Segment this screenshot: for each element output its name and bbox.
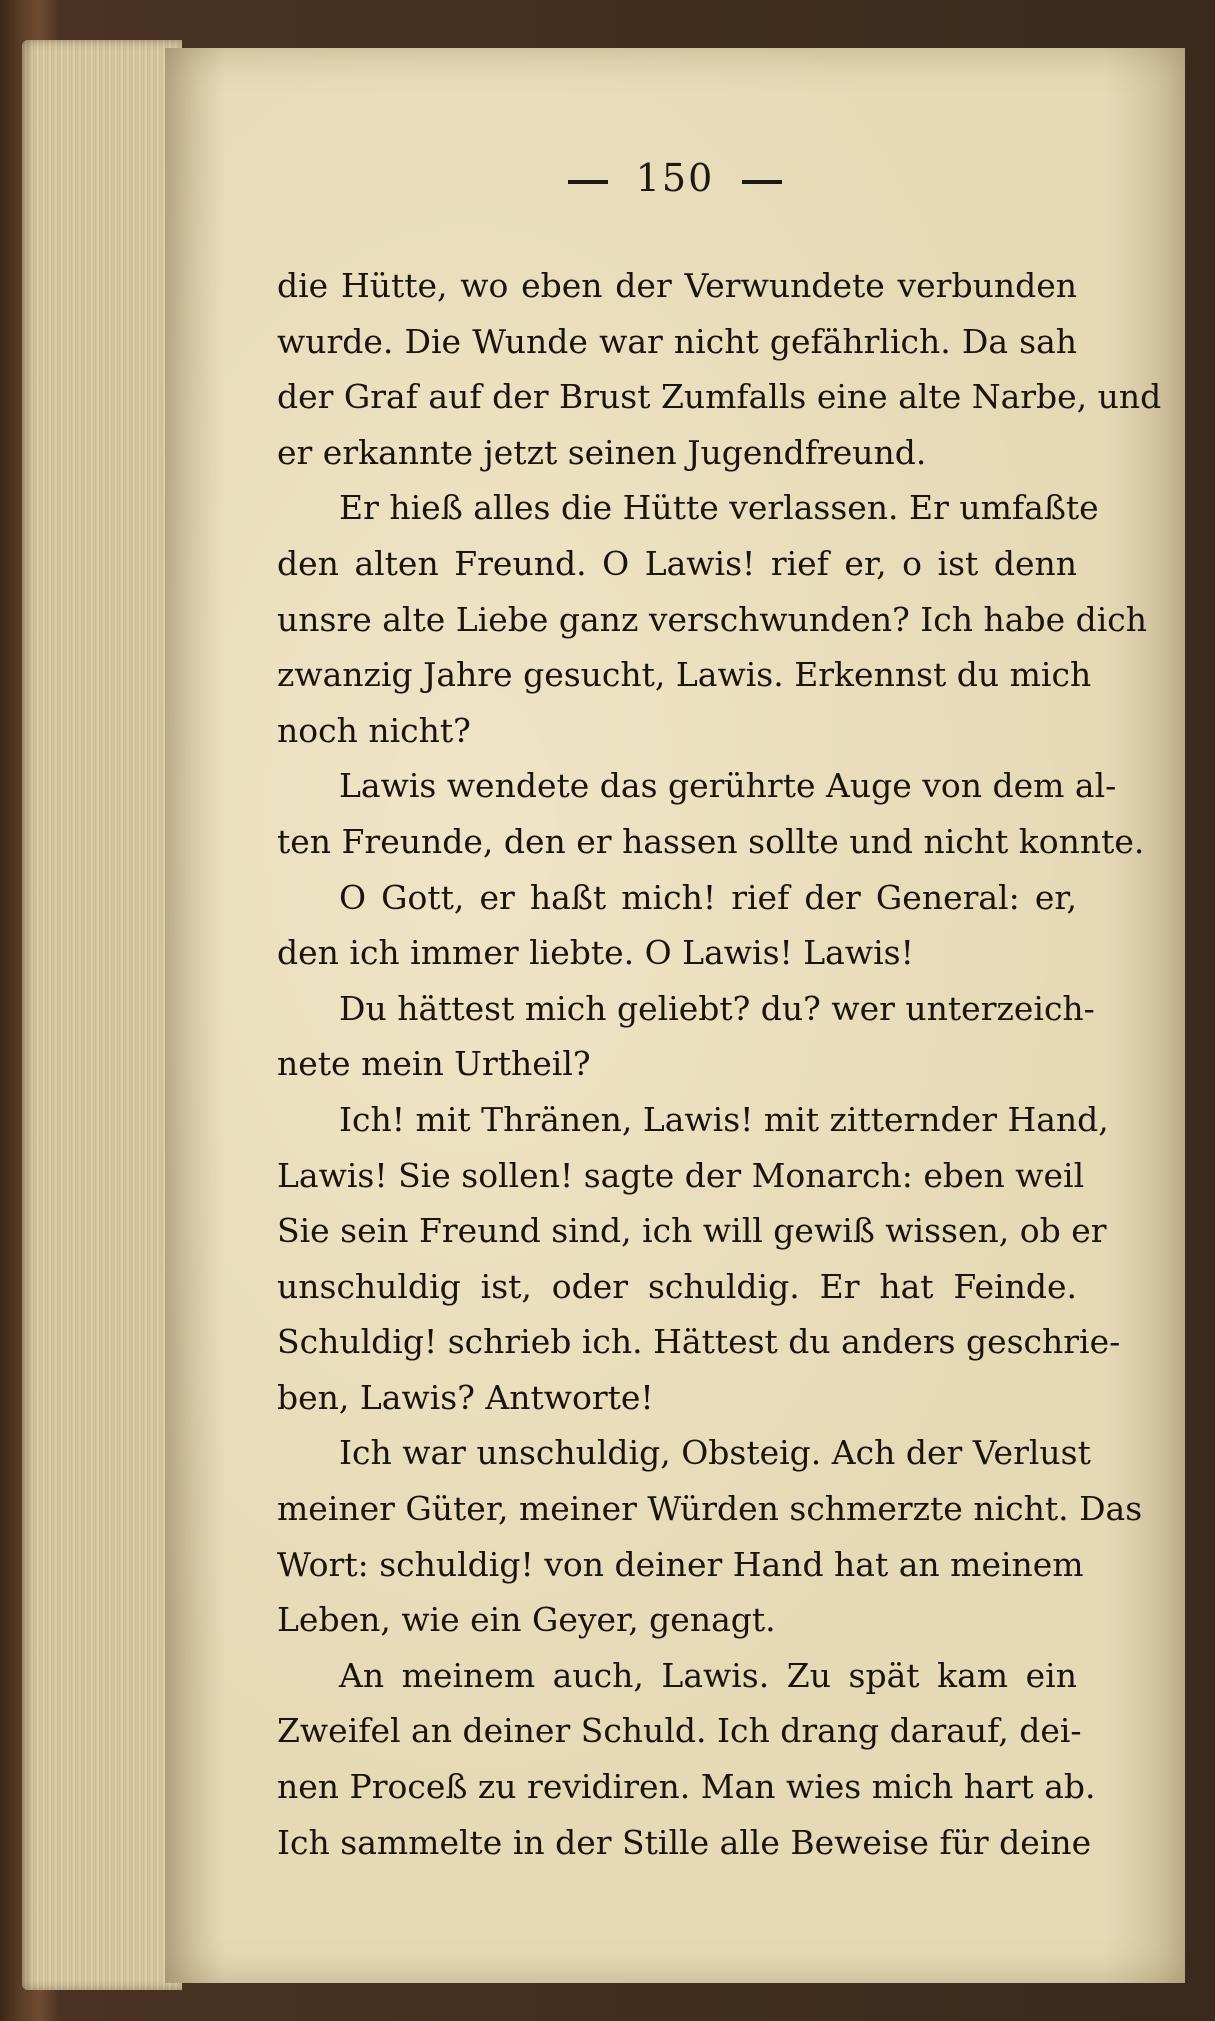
text-line: noch nicht?	[277, 710, 471, 750]
text-line: Lawis wendete das gerührte Auge von dem al-	[339, 766, 1117, 806]
text-line: den alten Freund. O Lawis! rief er, o ist denn	[277, 543, 1077, 583]
text-line: unschuldig ist, oder schuldig. Er hat Feinde.	[277, 1266, 1077, 1306]
text-line: Ich war unschuldig, Obsteig. Ach der Verlust	[339, 1433, 1091, 1473]
text-line: ten Freunde, den er hassen sollte und nicht konnte.	[277, 821, 1145, 861]
body-text	[277, 258, 1162, 1870]
text-line: Du hättest mich geliebt? du? wer unterzeich-	[339, 988, 1095, 1028]
page-edges	[22, 40, 182, 1990]
header-dash-right	[742, 180, 782, 184]
text-line: Schuldig! schrieb ich. Hättest du anders geschrie-	[277, 1322, 1121, 1362]
text-line: Wort: schuldig! von deiner Hand hat an meinem	[277, 1544, 1084, 1584]
text-line: die Hütte, wo eben der Verwundete verbunden	[277, 266, 1077, 305]
text-line: er erkannte jetzt seinen Jugendfreund.	[277, 432, 927, 472]
header-dash-left	[568, 180, 608, 184]
text-line: An meinem auch, Lawis. Zu spät kam ein	[339, 1655, 1077, 1695]
text-line: meiner Güter, meiner Würden schmerzte nicht. Das	[277, 1489, 1143, 1529]
text-line: wurde. Die Wunde war nicht gefährlich. Da sah	[277, 321, 1077, 361]
text-line: nen Proceß zu revidiren. Man wies mich hart ab.	[277, 1767, 1096, 1807]
book-page	[165, 48, 1185, 1983]
text-line: zwanzig Jahre gesucht, Lawis. Erkennst du mich	[277, 655, 1092, 695]
text-line: Lawis! Sie sollen! sagte der Monarch: eben weil	[277, 1155, 1085, 1195]
page-header	[165, 156, 1185, 200]
text-line: der Graf auf der Brust Zumfalls eine alte Narbe, und	[277, 377, 1162, 417]
text-line: Ich! mit Thränen, Lawis! mit zitternder Hand,	[339, 1099, 1109, 1139]
text-line: Leben, wie ein Geyer, genagt.	[277, 1600, 776, 1640]
text-line: nete mein Urtheil?	[277, 1044, 591, 1084]
text-line: Ich sammelte in der Stille alle Beweise für deine	[277, 1822, 1092, 1862]
text-line: ben, Lawis? Antworte!	[277, 1377, 654, 1417]
text-line: Zweifel an deiner Schuld. Ich drang darauf, dei-	[277, 1711, 1082, 1751]
text-line: O Gott, er haßt mich! rief der General: er,	[339, 877, 1077, 917]
text-line: den ich immer liebte. O Lawis! Lawis!	[277, 933, 914, 973]
text-line: Sie sein Freund sind, ich will gewiß wissen, ob er	[277, 1211, 1107, 1251]
text-line: unsre alte Liebe ganz verschwunden? Ich habe dich	[277, 599, 1148, 639]
page-number: 150	[635, 156, 715, 200]
text-line: Er hieß alles die Hütte verlassen. Er umfaßte	[339, 488, 1099, 528]
